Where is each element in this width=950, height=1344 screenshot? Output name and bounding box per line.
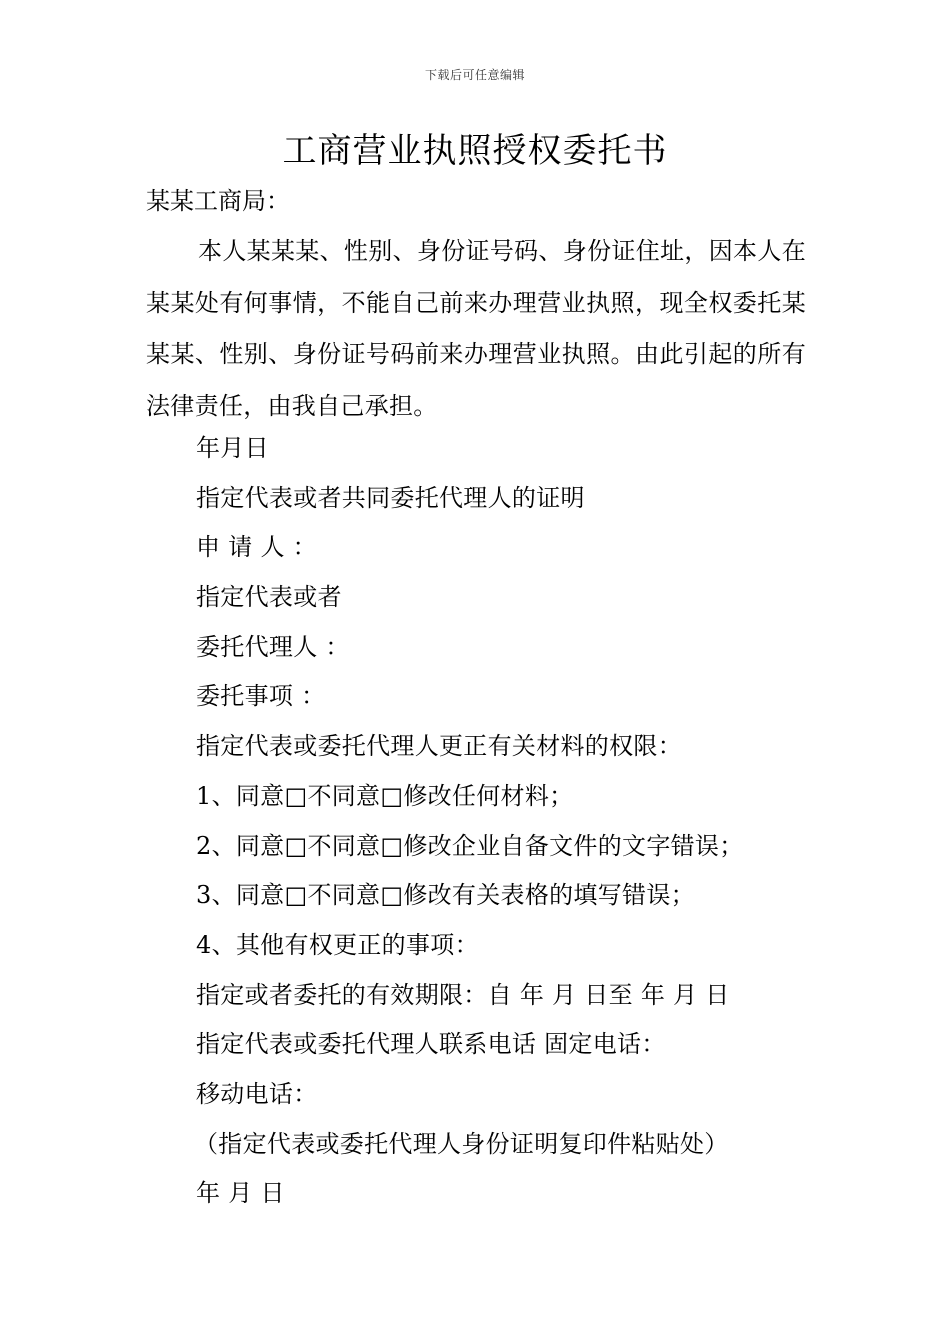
- applicant-line: 申 请 人 ：: [196, 533, 317, 562]
- header-note: 下载后可任意编辑: [424, 68, 525, 82]
- signature-date-line: 年 月 日: [196, 1179, 285, 1208]
- validity-period-line: 指定或者委托的有效期限：自 年 月 日至 年 月 日: [196, 980, 730, 1009]
- option-1-line: 1、同意□不同意□修改任何材料；: [196, 781, 574, 810]
- body-paragraph: 本人某某某、性别、身份证号码、身份证住址，因本人在某某处有何事情，不能自己前来办理营业执照，现全权委托某某某、性别、身份证号码前来办理营业执照。由此引起的所有法律责任，由我自己承担。: [146, 237, 806, 420]
- option-3-line: 3、同意□不同意□修改有关表格的填写错误；: [196, 881, 695, 910]
- addressee: 某某工商局：: [146, 187, 290, 215]
- phone-fixed-line: 指定代表或委托代理人联系电话 固定电话：: [196, 1030, 666, 1059]
- id-copy-placeholder: （指定代表或委托代理人身份证明复印件粘贴处）: [194, 1129, 729, 1158]
- option-2-line: 2、同意□不同意□修改企业自备文件的文字错误；: [196, 831, 744, 860]
- document-title: 工商营业执照授权委托书: [282, 131, 668, 171]
- form-lines: [196, 424, 836, 1219]
- correction-authority-line: 指定代表或委托代理人更正有关材料的权限：: [196, 732, 682, 761]
- certificate-heading: 指定代表或者共同委托代理人的证明: [196, 483, 585, 512]
- phone-mobile-line: 移动电话：: [196, 1079, 318, 1108]
- designated-rep-line: 指定代表或者: [196, 583, 342, 612]
- entrusted-matters-line: 委托事项 ：: [196, 682, 326, 711]
- agent-line: 委托代理人 ：: [196, 632, 350, 661]
- option-4-line: 4、其他有权更正的事项：: [196, 930, 479, 959]
- date-line: 年月日: [196, 434, 269, 462]
